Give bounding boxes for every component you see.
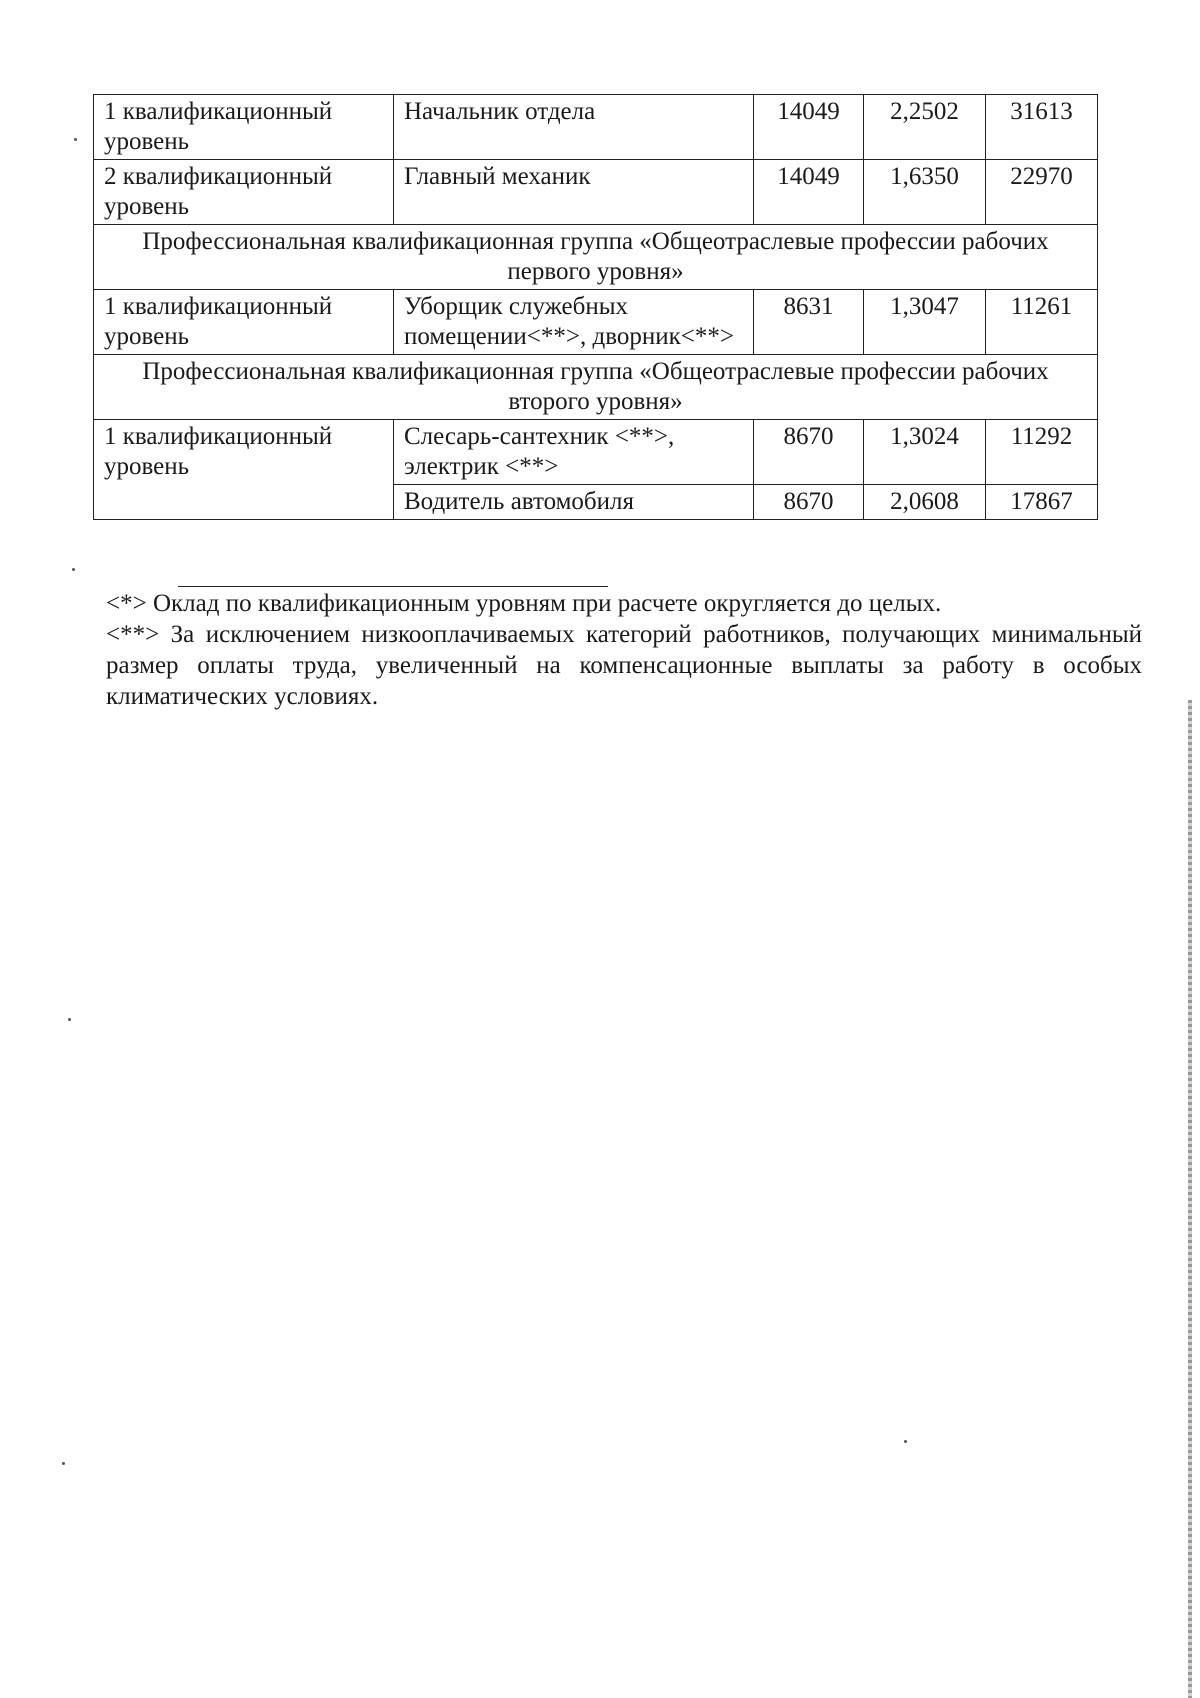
salary-cell: 8670	[754, 485, 864, 520]
total-cell: 11261	[986, 290, 1098, 355]
table-row	[94, 95, 1098, 160]
coef-cell: 1,6350	[864, 160, 986, 225]
scan-edge-strip	[1188, 700, 1192, 1698]
salary-table	[93, 94, 1098, 520]
table-row	[94, 160, 1098, 225]
footnote-separator	[178, 586, 608, 587]
total-cell: 11292	[986, 420, 1098, 485]
position-cell: Слесарь-сантехник <**>, электрик <**>	[394, 420, 754, 485]
salary-cell: 8631	[754, 290, 864, 355]
level-cell: 2 квалификационный уровень	[94, 160, 394, 225]
level-cell: 1 квалификационный уровень	[94, 420, 394, 520]
table-row	[94, 420, 1098, 485]
scan-speck	[68, 1018, 71, 1021]
group-header-row	[94, 355, 1098, 420]
total-cell: 31613	[986, 95, 1098, 160]
salary-cell: 14049	[754, 160, 864, 225]
position-cell: Главный механик	[394, 160, 754, 225]
salary-cell: 14049	[754, 95, 864, 160]
coef-cell: 2,0608	[864, 485, 986, 520]
position-cell: Начальник отдела	[394, 95, 754, 160]
total-cell: 22970	[986, 160, 1098, 225]
group-header: Профессиональная квалификационная группа «Общеотраслевые профессии рабочих первого уровня»	[94, 225, 1098, 290]
salary-cell: 8670	[754, 420, 864, 485]
group-header: Профессиональная квалификационная группа «Общеотраслевые профессии рабочих второго уровня»	[94, 355, 1098, 420]
scan-speck	[62, 1462, 65, 1465]
scan-speck	[72, 568, 75, 571]
level-cell: 1 квалификационный уровень	[94, 95, 394, 160]
scan-speck	[74, 138, 77, 141]
footnote-1: <*> Оклад по квалификационным уровням при расчете округляется до целых.	[106, 590, 942, 617]
total-cell: 17867	[986, 485, 1098, 520]
scan-speck	[904, 1440, 907, 1443]
footnote-2: <**> За исключением низкооплачиваемых категорий работников, получающих минимальный размер оплаты труда, увеличенный на компенсационные выплаты за работу в особых климатических условиях.	[106, 621, 1142, 710]
coef-cell: 1,3024	[864, 420, 986, 485]
footnotes	[106, 588, 1142, 712]
group-header-row	[94, 225, 1098, 290]
position-cell: Уборщик служебных помещении<**>, дворник<**>	[394, 290, 754, 355]
level-cell: 1 квалификационный уровень	[94, 290, 394, 355]
coef-cell: 1,3047	[864, 290, 986, 355]
position-cell: Водитель автомобиля	[394, 485, 754, 520]
table-row	[94, 290, 1098, 355]
coef-cell: 2,2502	[864, 95, 986, 160]
